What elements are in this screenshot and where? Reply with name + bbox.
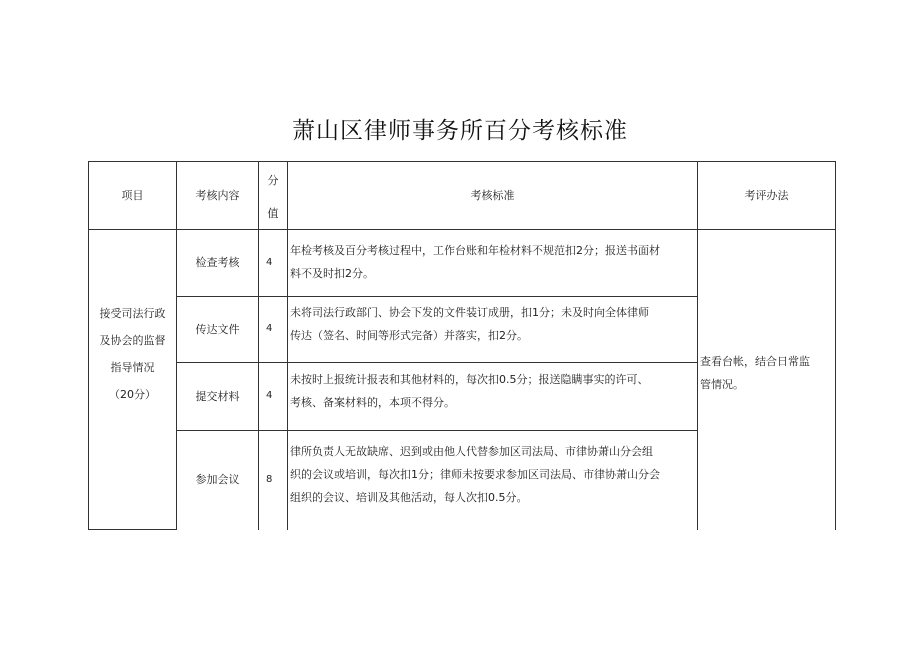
method-line1: 查看台帐，结合日常监 bbox=[700, 355, 810, 368]
header-score-line2: 值 bbox=[267, 207, 279, 220]
row2-std-line2: 传达（签名、时间等形式完备）并落实，扣2分。 bbox=[290, 329, 528, 342]
row1-std-line1: 年检考核及百分考核过程中，工作台账和年检材料不规范扣2分；报送书面材 bbox=[290, 244, 660, 257]
header-score-line1: 分 bbox=[267, 174, 279, 187]
row2-content: 传达文件 bbox=[195, 322, 240, 336]
row2-standard bbox=[290, 301, 700, 347]
row1-standard bbox=[290, 239, 700, 285]
row3-std-line2: 考核、备案材料的，本项不得分。 bbox=[290, 396, 455, 409]
category-line1: 接受司法行政 bbox=[99, 307, 166, 320]
row4-std-line2: 织的会议或培训，每次扣1分；律师未按要求参加区司法局、市律协萧山分会 bbox=[290, 468, 660, 481]
method-line2: 管情况。 bbox=[700, 378, 744, 391]
row4-score: 8 bbox=[266, 474, 273, 485]
header-content: 考核内容 bbox=[195, 188, 240, 202]
row4-content: 参加会议 bbox=[195, 473, 240, 486]
page-title: 萧山区律师事务所百分考核标准 bbox=[292, 118, 628, 144]
row3-standard bbox=[290, 368, 700, 414]
row2-score: 4 bbox=[266, 323, 273, 334]
header-standard: 考核标准 bbox=[470, 188, 515, 202]
header-method: 考评办法 bbox=[744, 188, 789, 202]
row3-content: 提交材料 bbox=[195, 389, 240, 403]
header-item: 项目 bbox=[121, 188, 144, 202]
row2-std-line1: 未将司法行政部门、协会下发的文件装订成册，扣1分；未及时向全体律师 bbox=[290, 306, 649, 319]
category-line4: （20分） bbox=[109, 388, 156, 401]
row3-score: 4 bbox=[266, 390, 273, 401]
category-line3: 指导情况 bbox=[110, 361, 155, 374]
table-border-right bbox=[835, 161, 836, 530]
row4-standard bbox=[290, 440, 700, 509]
row4-std-line1: 律所负责人无故缺席、迟到或由他人代替参加区司法局、市律协萧山分会组 bbox=[290, 445, 653, 458]
method-cell bbox=[700, 350, 834, 396]
row1-content: 检查考核 bbox=[195, 256, 240, 269]
row3-std-line1: 未按时上报统计报表和其他材料的，每次扣0.5分；报送隐瞒事实的许可、 bbox=[290, 373, 649, 386]
row1-score: 4 bbox=[266, 257, 273, 268]
row1-std-line2: 料不及时扣2分。 bbox=[290, 267, 374, 280]
category-cell bbox=[89, 300, 176, 408]
row4-std-line3: 组织的会议、培训及其他活动，每人次扣0.5分。 bbox=[290, 491, 528, 504]
category-line2: 及协会的监督 bbox=[99, 334, 166, 347]
category-bottom-line bbox=[88, 529, 177, 530]
